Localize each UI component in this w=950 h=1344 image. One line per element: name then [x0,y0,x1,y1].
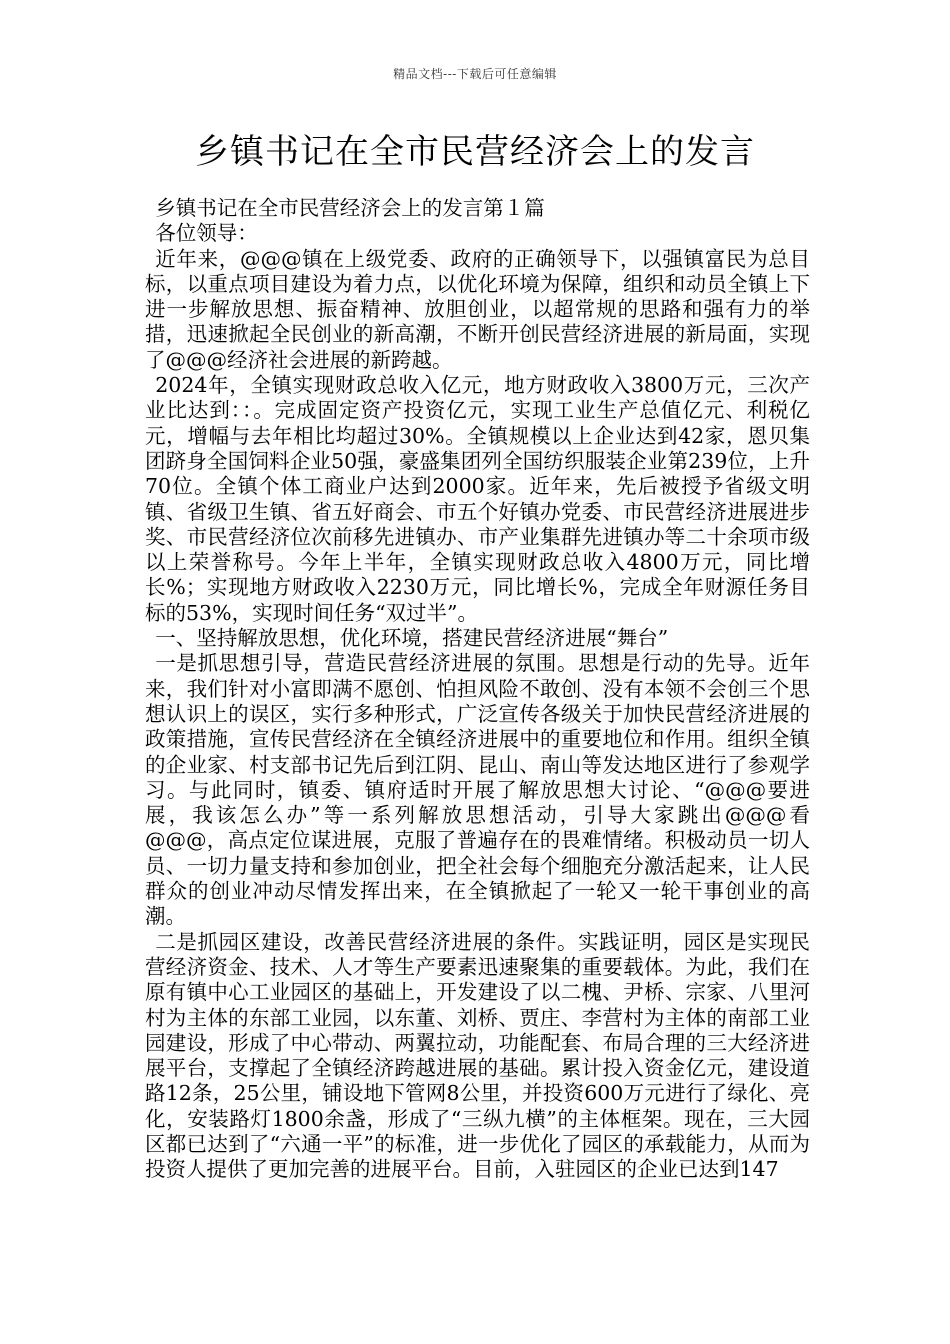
header-note: 精品文档---下载后可任意编辑 [393,67,557,81]
sub-heading: 一、坚持解放思想，优化环境，搭建民营经济进展“舞台” [155,626,669,651]
paragraph: 近年来，@@@镇在上级党委、政府的正确领导下，以强镇富民为总目标，以重点项目建设为着力点，以优化环境为保障，组织和动员全镇上下进一步解放思想、振奋精神、放胆创业，以超常规的思路和强有力的举措，迅速掀起全民创业的新高潮，不断开创民营经济进展的新局面，实现了@@@经济社会进展的新跨越。 [145,246,810,372]
paragraph: 二是抓园区建设，改善民营经济进展的条件。实践证明，园区是实现民营经济资金、技术、人才等生产要素迅速聚集的重要载体。为此，我们在原有镇中心工业园区的基础上，开发建设了以二槐、尹桥、宗家、八里河村为主体的东部工业园，以东董、刘桥、贾庄、李营村为主体的南部工业园建设，形成了中心带动、两翼拉动，功能配套、布局合理的三大经济进展平台，支撑起了全镇经济跨越进展的基础。累计投入资金亿元，建设道路12条，25公里，铺设地下管网8公里，并投资600万元进行了绿化、亮化，安装路灯1800余盏，形成了“三纵九横”的主体框架。现在，三大园区都已达到了“六通一平”的标准，进一步优化了园区的承载能力，从而为投资人提供了更加完善的进展平台。目前，入驻园区的企业已达到147 [145,929,810,1182]
document-body [145,196,810,1183]
document-title: 乡镇书记在全市民营经济会上的发言 [195,132,755,172]
paragraph: 一是抓思想引导，营造民营经济进展的氛围。思想是行动的先导。近年来，我们针对小富即满不愿创、怕担风险不敢创、没有本领不会创三个思想认识上的误区，实行多种形式，广泛宣传各级关于加快民营经济进展的政策措施，宣传民营经济在全镇经济进展中的重要地位和作用。组织全镇的企业家、村支部书记先后到江阴、昆山、南山等发达地区进行了参观学习。与此同时，镇委、镇府适时开展了解放思想大讨论、“@@@要进展，我该怎么办”等一系列解放思想活动，引导大家跳出@@@看@@@，高点定位谋进展，克服了普遍存在的畏难情绪。积极动员一切人员、一切力量支持和参加创业，把全社会每个细胞充分激活起来，让人民群众的创业冲动尽情发挥出来，在全镇掀起了一轮又一轮干事创业的高潮。 [145,651,810,929]
salutation: 各位领导： [155,221,258,246]
section-heading: 乡镇书记在全市民营经济会上的发言第１篇 [155,196,545,220]
paragraph: 2024年，全镇实现财政总收入亿元，地方财政收入3800万元，三次产业比达到：：。完成固定资产投资亿元，实现工业生产总值亿元、利税亿元，增幅与去年相比均超过30%。全镇规模以上企业达到42家，恩贝集团跻身全国饲料企业50强，豪盛集团列全国纺织服装企业第239位，上升70位。全镇个体工商业户达到2000家。近年来，先后被授予省级文明镇、省级卫生镇、省五好商会、市五个好镇办党委、市民营经济进展进步奖、市民营经济位次前移先进镇办、市产业集群先进镇办等二十余项市级以上荣誉称号。今年上半年，全镇实现财政总收入4800万元，同比增长%；实现地方财政收入2230万元，同比增长%，完成全年财源任务目标的53%，实现时间任务“双过半”。 [145,373,810,625]
